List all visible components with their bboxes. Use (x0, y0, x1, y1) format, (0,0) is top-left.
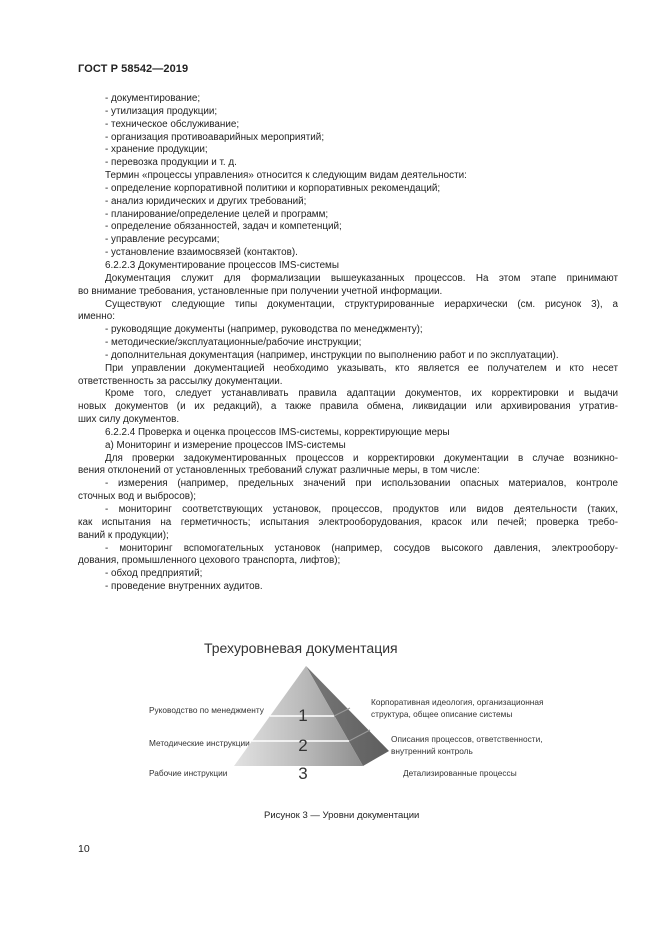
paragraph-line: как испытания на герметичность; испытания электрооборудования, красок или печей; проверка требо- (78, 516, 618, 528)
paragraph-line: Существуют следующие типы документации, структурированные иерархически (см. рисунок 3), а (105, 298, 618, 310)
level-3-left-label: Рабочие инструкции (149, 768, 228, 778)
list-item: - планирование/определение целей и программ; (105, 208, 329, 220)
document-header: ГОСТ Р 58542—2019 (78, 63, 189, 75)
subsection-heading: а) Мониторинг и измерение процессов IMS-системы (105, 439, 346, 451)
list-item: - руководящие документы (например, руководства по менеджменту); (105, 324, 423, 336)
list-item: - определение корпоративной политики и корпоративных рекомендаций; (105, 182, 441, 194)
level-2-right-label-line-1: Описания процессов, ответственности, (391, 734, 543, 744)
section-heading: 6.2.2.3 Документирование процессов IMS-системы (105, 259, 339, 271)
paragraph-line: Кроме того, следует устанавливать правила адаптации документов, их корректировки и выдачи (105, 388, 618, 400)
paragraph-line: При управлении документацией необходимо указывать, кто является ее получателем и кто несет (105, 362, 618, 374)
level-1-right-label-line-2: структура, общее описание системы (371, 708, 513, 719)
paragraph-line: ответственность за рассылку документации. (78, 375, 283, 387)
list-item: - хранение продукции; (105, 144, 208, 156)
list-item: - определение обязанностей, задач и компетенций; (105, 221, 342, 233)
paragraph-line: сточных вод и выбросов); (78, 491, 196, 503)
paragraph-line: Для проверки задокументированных процессов и корректировки документации в случае возникно- (105, 452, 618, 464)
pyramid-level-2-number: 2 (298, 736, 308, 755)
level-3-right-label (403, 768, 517, 780)
figure-title: Трехуровневая документация (204, 640, 398, 656)
level-1-right-label-line-1: Корпоративная идеология, организационная (371, 697, 544, 707)
body-text (78, 93, 618, 594)
paragraph-line: новых документов (и их редакций), а также правила обмена, ликвидации или архивирования утратив- (78, 401, 618, 413)
list-item: - обход предприятий; (105, 568, 203, 580)
page-number: 10 (78, 843, 90, 855)
paragraph-line: ших силу документов. (78, 414, 180, 426)
paragraph-line: дования, промышленного цехового транспорта, лифтов); (78, 555, 341, 567)
list-item: - перевозка продукции и т. д. (105, 157, 237, 169)
level-3-right-label-line-1: Детализированные процессы (403, 768, 517, 778)
list-item: - проведение внутренних аудитов. (105, 581, 263, 593)
list-item: - мониторинг вспомогательных установок (например, сосудов высокого давления, электрообору- (105, 542, 618, 554)
level-2-left-label: Методические инструкции (149, 738, 250, 748)
figure-caption: Рисунок 3 — Уровни документации (264, 810, 420, 821)
paragraph-line: вения отклонений от установленных требований служат различные меры, в том числе: (78, 465, 480, 477)
level-2-right-label (391, 734, 543, 757)
list-item: - техническое обслуживание; (105, 118, 240, 130)
paragraph-line: Документация служит для формализации вышеуказанных процессов. На этом этапе принимают (105, 272, 618, 284)
list-item: - установление взаимосвязей (контактов). (105, 247, 298, 259)
list-item: - организация противоаварийных мероприятий; (105, 131, 325, 143)
list-item: - анализ юридических и других требований; (105, 195, 307, 207)
list-item: - мониторинг соответствующих установок, процессов, продуктов или видов деятельности (таких, (105, 504, 618, 515)
list-item: - измерения (например, предельных значений при использовании опасных материалов, контроле (105, 478, 618, 490)
list-item: - дополнительная документация (например, инструкции по выполнению работ и по эксплуатации). (105, 349, 559, 361)
pyramid-diagram (230, 664, 400, 794)
paragraph-line: ваний к продукции); (78, 529, 169, 541)
paragraph-line: во внимание требования, установленные при получении учетной информации. (78, 285, 443, 297)
paragraph-line: Термин «процессы управления» относится к следующим видам деятельности: (105, 170, 467, 182)
section-heading: 6.2.2.4 Проверка и оценка процессов IMS-системы, корректирующие меры (105, 426, 450, 438)
list-item: - документирование; (105, 93, 201, 104)
level-2-right-label-line-2: внутренний контроль (391, 745, 473, 756)
list-item: - утилизация продукции; (105, 105, 218, 117)
list-item: - управление ресурсами; (105, 234, 220, 246)
pyramid-level-3-number: 3 (298, 764, 308, 783)
paragraph-line: именно: (78, 311, 115, 323)
level-1-left-label: Руководство по менеджменту (149, 705, 264, 715)
pyramid-level-1-number: 1 (298, 706, 308, 725)
list-item: - методические/эксплуатационные/рабочие инструкции; (105, 337, 362, 349)
